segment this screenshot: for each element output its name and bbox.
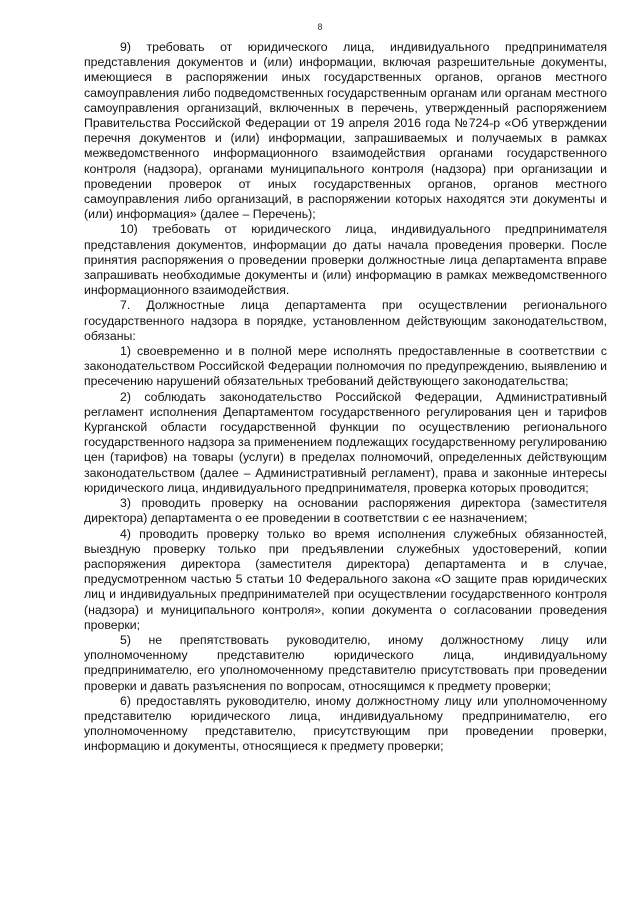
- document-body: [84, 40, 607, 755]
- paragraph-duty-2: 2) соблюдать законодательство Российской Федерации, Административный регламент исполнения Департаментом государственного регулирования цен и тарифов Курганской области государственной функции по осуществлению регионального государственного надзора за применением подлежащих государственному регулированию цен (тарифов) на товары (услуги) в пределах полномочий, определенных действующим законодательством (далее – Административный регламент), права и законные интересы юридического лица, индивидуального предпринимателя, проверка которых проводится;: [84, 389, 607, 495]
- paragraph-item-10: 10) требовать от юридического лица, индивидуального предпринимателя представления документов, информации до даты начала проведения проверки. После принятия распоряжения о проведении проверки должностные лица департамента вправе запрашивать необходимые документы и (или) информацию в рамках межведомственного информационного взаимодействия.: [84, 222, 607, 298]
- page-number: 8: [317, 22, 323, 32]
- paragraph-item-9: 9) требовать от юридического лица, индивидуального предпринимателя представления документов и (или) информации, включая разрешительные документы, имеющиеся в распоряжении иных государственных органов, органов местного самоуправления либо подведомственных государственным органам или органам местного самоуправления организаций, включенных в перечень, утвержденный распоряжением Правительства Российской Федерации от 19 апреля 2016 года №724-р «Об утверждении перечня документов и (или) информации, запрашиваемых и получаемых в рамках межведомственного информационного взаимодействия органами государственного контроля (надзора), органами муниципального контроля (надзора) при организации и проведении проверок от иных государственных органов, органов местного самоуправления либо организаций, в распоряжении которых находятся эти документы и (или) информация» (далее – Перечень);: [84, 40, 607, 222]
- paragraph-duty-1: 1) своевременно и в полной мере исполнять предоставленные в соответствии с законодательством Российской Федерации полномочия по предупреждению, выявлению и пресечению нарушений обязательных требований действующего законодательства;: [84, 344, 607, 389]
- paragraph-section-7: 7. Должностные лица департамента при осуществлении регионального государственного надзора в порядке, установленном действующим законодательством, обязаны:: [84, 298, 607, 343]
- paragraph-duty-4: 4) проводить проверку только во время исполнения служебных обязанностей, выездную проверку только при предъявлении служебных удостоверений, копии распоряжения директора (заместителя директора) департамента и в случае, предусмотренном частью 5 статьи 10 Федерального закона «О защите прав юридических лиц и индивидуальных предпринимателей при осуществлении государственного контроля (надзора) и муниципального контроля», копии документа о согласовании проведения проверки;: [84, 526, 607, 632]
- paragraph-duty-5: 5) не препятствовать руководителю, иному должностному лицу или уполномоченному представителю юридического лица, индивидуальному предпринимателю, его уполномоченному представителю присутствовать при проведении проверки и давать разъяснения по вопросам, относящимся к предмету проверки;: [84, 632, 607, 693]
- paragraph-duty-3: 3) проводить проверку на основании распоряжения директора (заместителя директора) департамента о ее проведении в соответствии с ее назначением;: [84, 496, 607, 526]
- paragraph-duty-6: 6) предоставлять руководителю, иному должностному лицу или уполномоченному представителю юридического лица, индивидуальному предпринимателю, его уполномоченному представителю, присутствующим при проведении проверки, информацию и документы, относящиеся к предмету проверки;: [84, 693, 607, 754]
